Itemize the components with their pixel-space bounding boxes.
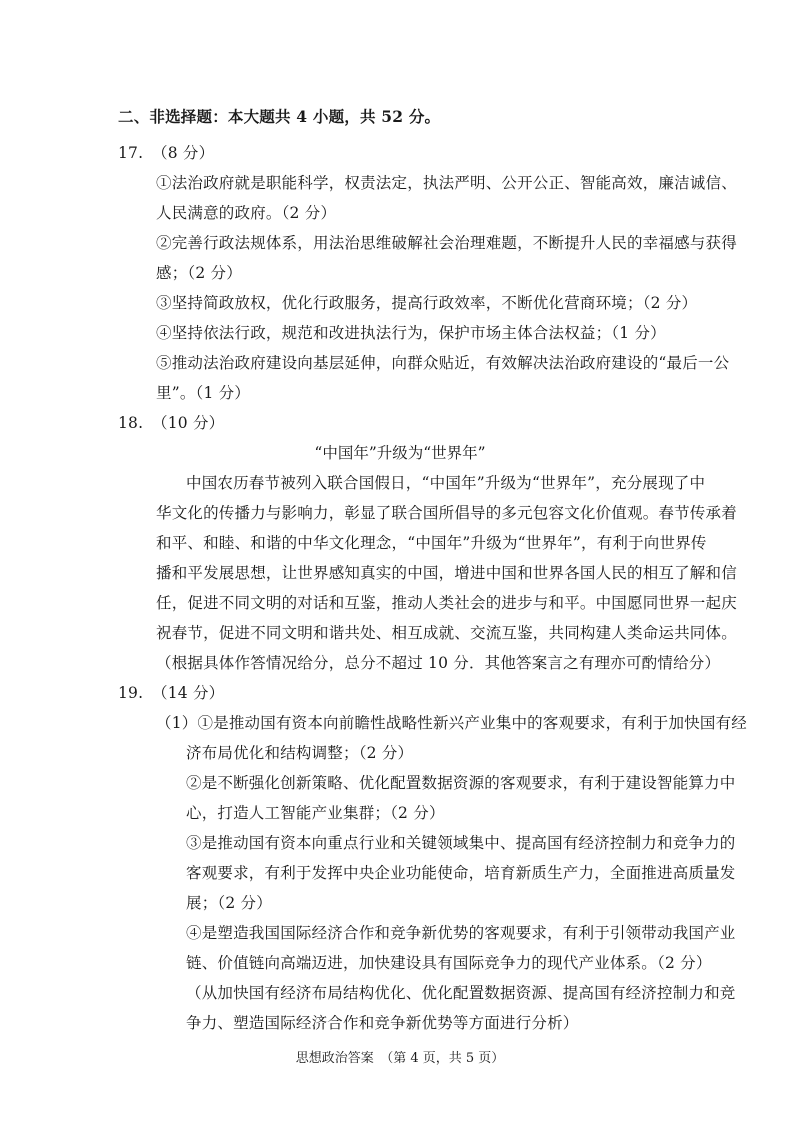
q17-line: ②完善行政法规体系，用法治思维破解社会治理难题，不断提升人民的幸福感与获得	[156, 234, 737, 252]
q19-line: 心，打造人工智能产业集群；（2 分）	[186, 804, 445, 822]
q19-line: ④是塑造我国国际经济合作和竞争新优势的客观要求，有利于引领带动我国产业	[186, 924, 736, 942]
q18-line: 中国农历春节被列入联合国假日，“中国年”升级为“世界年”，充分展现了中	[186, 474, 706, 492]
q19-line: （1）①是推动国有资本向前瞻性战略性新兴产业集中的客观要求，有利于加快国有经	[156, 714, 747, 732]
q17-line: 里”。（1 分）	[156, 384, 251, 402]
q18-line: （根据具体作答情况给分，总分不超过 10 分．其他答案言之有理亦可酌情给分）	[156, 654, 721, 672]
q18-line: 华文化的传播力与影响力，彰显了联合国所倡导的多元包容文化价值观。春节传承着	[156, 504, 737, 522]
q19-line: 济布局优化和结构调整；（2 分）	[186, 744, 414, 762]
q18-line: 播和平发展思想，让世界感知真实的中国，增进中国和世界各国人民的相互了解和信	[156, 564, 737, 582]
q17-line: ③坚持简政放权，优化行政服务，提高行政效率，不断优化营商环境；（2 分）	[156, 294, 698, 312]
q17-line: 感；（2 分）	[156, 264, 242, 282]
q17-line: ⑤推动法治政府建设向基层延伸，向群众贴近，有效解决法治政府建设的“最后一公	[156, 354, 730, 372]
q19-line: ②是不断强化创新策略、优化配置数据资源的客观要求，有利于建设智能算力中	[186, 774, 736, 792]
q18-title: “中国年”升级为“世界年”	[314, 444, 486, 462]
q18-score: （10 分）	[152, 414, 225, 432]
q19-line: 客观要求，有利于发挥中央企业功能使命，培育新质生产力，全面推进高质量发	[186, 864, 736, 882]
q18-number: 18.	[118, 414, 144, 432]
q17-score: （8 分）	[152, 144, 215, 162]
q18-line: 和平、和睦、和谐的中华文化理念，“中国年”升级为“世界年”，有利于向世界传	[156, 534, 707, 552]
q19-line: （从加快国有经济布局结构优化、优化配置数据资源、提高国有经济控制力和竞	[186, 984, 736, 1002]
q19-score: （14 分）	[152, 684, 225, 702]
q17-line: ④坚持依法行政，规范和改进执法行为，保护市场主体合法权益；（1 分）	[156, 324, 666, 342]
q19-number: 19.	[118, 684, 144, 702]
q17-line: ①法治政府就是职能科学，权责法定，执法严明、公开公正、智能高效，廉洁诚信、	[156, 174, 737, 192]
q18-line: 任，促进不同文明的对话和互鉴，推动人类社会的进步与和平。中国愿同世界一起庆	[156, 594, 737, 612]
q18-line: 祝春节，促进不同文明和谐共处、相互成就、交流互鉴，共同构建人类命运共同体。	[156, 624, 737, 642]
q17-number: 17.	[118, 144, 144, 162]
q19-line: 链、价值链向高端迈进，加快建设具有国际竞争力的现代产业体系。（2 分）	[186, 954, 712, 972]
q17-line: 人民满意的政府。（2 分）	[156, 204, 337, 222]
page-footer: 思想政治答案 （第 4 页，共 5 页）	[295, 1051, 505, 1066]
q19-line: 展；（2 分）	[186, 894, 272, 912]
section-heading: 二、非选择题：本大题共 4 小题，共 52 分。	[118, 107, 441, 126]
q19-line: ③是推动国有资本向重点行业和关键领域集中、提高国有经济控制力和竞争力的	[186, 834, 736, 852]
q19-line: 争力、塑造国际经济合作和竞争新优势等方面进行分析）	[186, 1014, 579, 1032]
